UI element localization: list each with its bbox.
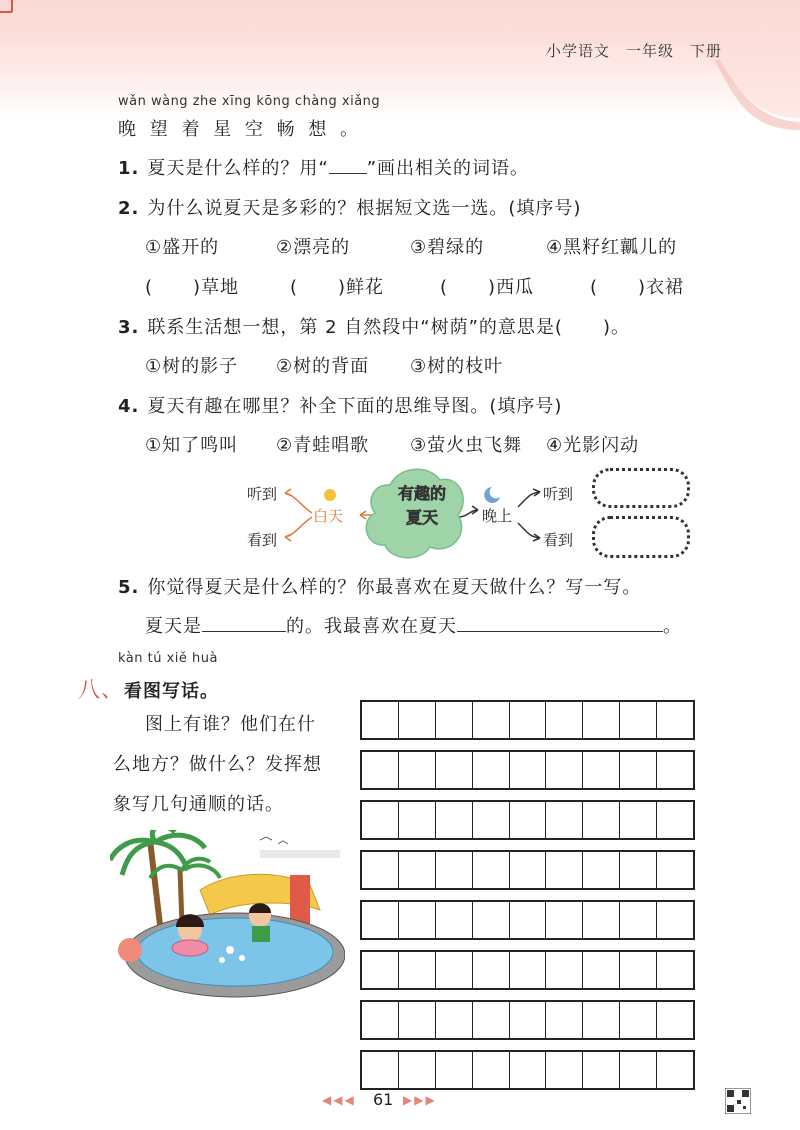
q2-fill-4[interactable]: ( )衣裙	[590, 277, 685, 298]
section8-prompt-2: 么地方？做什么？发挥想	[113, 754, 322, 775]
question-text: ”画出相关的词语。	[366, 158, 530, 179]
fill-text: 。	[663, 616, 682, 637]
q3-option-1: ①树的影子	[145, 356, 239, 377]
section8-prompt-1: 图上有谁？他们在什	[145, 714, 316, 735]
answer-blank-1[interactable]	[202, 631, 286, 632]
header-wave-decoration	[0, 0, 800, 130]
answer-cloud-top[interactable]	[592, 468, 690, 508]
mindmap-left-bottom: 看到	[247, 531, 278, 549]
mindmap-center	[380, 482, 464, 530]
section8-prompt-3: 象写几句通顺的话。	[113, 794, 284, 815]
q4-option-1: ①知了鸣叫	[145, 435, 239, 456]
grid-row	[360, 850, 695, 890]
question-5	[118, 573, 641, 599]
section8-pinyin: kàn tú xiě huà	[118, 651, 218, 666]
footer-right-arrows: ▶▶▶	[403, 1093, 437, 1107]
grid-row	[360, 900, 695, 940]
fill-word: 衣裙	[646, 277, 685, 298]
question-1	[118, 154, 529, 180]
grid-row	[360, 950, 695, 990]
answer-blank-2[interactable]	[457, 631, 663, 632]
section8-heading	[78, 673, 219, 704]
intro-pinyin: wǎn wàng zhe xīng kōng chàng xiǎng	[118, 94, 381, 109]
footer-left-arrows: ◀◀◀	[322, 1093, 356, 1107]
question-text: 夏天有趣在哪里？补全下面的思维导图。(填序号)	[147, 396, 563, 417]
grid-row	[360, 1000, 695, 1040]
mindmap-night: 晚上	[482, 507, 513, 525]
underline-sample	[329, 173, 367, 174]
page-number: 61	[373, 1090, 394, 1109]
q4-option-2: ②青蛙唱歌	[276, 435, 370, 456]
mindmap-center-line-2: 夏天	[405, 508, 438, 527]
qr-code-icon	[725, 1088, 751, 1114]
q3-option-3: ③树的枝叶	[410, 356, 504, 377]
question-text: )。	[602, 317, 630, 338]
question-text: 为什么说夏天是多彩的？根据短文选一选。(填序号)	[147, 198, 582, 219]
section8-title: 看图写话。	[124, 681, 220, 702]
question-number: 3.	[118, 317, 140, 338]
q4-option-4: ④光影闪动	[546, 435, 640, 456]
fill-word: 草地	[201, 277, 240, 298]
mindmap-left-top: 听到	[247, 485, 278, 503]
answer-cloud-bottom[interactable]	[592, 516, 690, 558]
mindmap-right-top: 听到	[543, 485, 574, 503]
mindmap-right-bottom: 看到	[543, 531, 574, 549]
pool-illustration	[110, 830, 345, 1000]
question-number: 1.	[118, 158, 140, 179]
question-text: 联系生活想一想，第 2 自然段中“树荫”的意思是(	[147, 317, 563, 338]
fill-word: 西瓜	[496, 277, 535, 298]
question-number: 2.	[118, 198, 140, 219]
q2-option-1: ①盛开的	[145, 237, 220, 258]
q3-option-2: ②树的背面	[276, 356, 370, 377]
question-2	[118, 194, 581, 220]
fill-text: 夏天是	[145, 616, 202, 637]
section8-mark: 八、	[78, 678, 125, 703]
q2-fill-2[interactable]: ( )鲜花	[290, 277, 385, 298]
grid-row	[360, 750, 695, 790]
fill-word: 鲜花	[346, 277, 385, 298]
question-number: 5.	[118, 577, 140, 598]
mindmap-center-line-1: 有趣的	[397, 484, 446, 503]
grid-row	[360, 700, 695, 740]
q5-fill-line	[145, 612, 682, 638]
grid-row	[360, 1050, 695, 1090]
mindmap-daytime: 白天	[313, 507, 344, 525]
fill-text: 的。我最喜欢在夏天	[286, 616, 457, 637]
q2-option-4: ④黑籽红瓤儿的	[546, 237, 678, 258]
q2-option-3: ③碧绿的	[410, 237, 485, 258]
grid-row	[360, 800, 695, 840]
intro-text: 晚 望 着 星 空 畅 想 。	[118, 119, 363, 140]
book-title: 小学语文 一年级 下册	[545, 42, 722, 60]
question-text: 你觉得夏天是什么样的？你最喜欢在夏天做什么？写一写。	[147, 577, 642, 598]
q2-fill-1[interactable]: ( )草地	[145, 277, 240, 298]
question-4	[118, 392, 562, 418]
question-3	[118, 313, 630, 339]
question-text: 夏天是什么样的？用“	[147, 158, 329, 179]
question-number: 4.	[118, 396, 140, 417]
q2-fill-3[interactable]: ( )西瓜	[440, 277, 535, 298]
q4-option-3: ③萤火虫飞舞	[410, 435, 523, 456]
q2-option-2: ②漂亮的	[276, 237, 351, 258]
writing-grid[interactable]	[360, 700, 695, 1100]
